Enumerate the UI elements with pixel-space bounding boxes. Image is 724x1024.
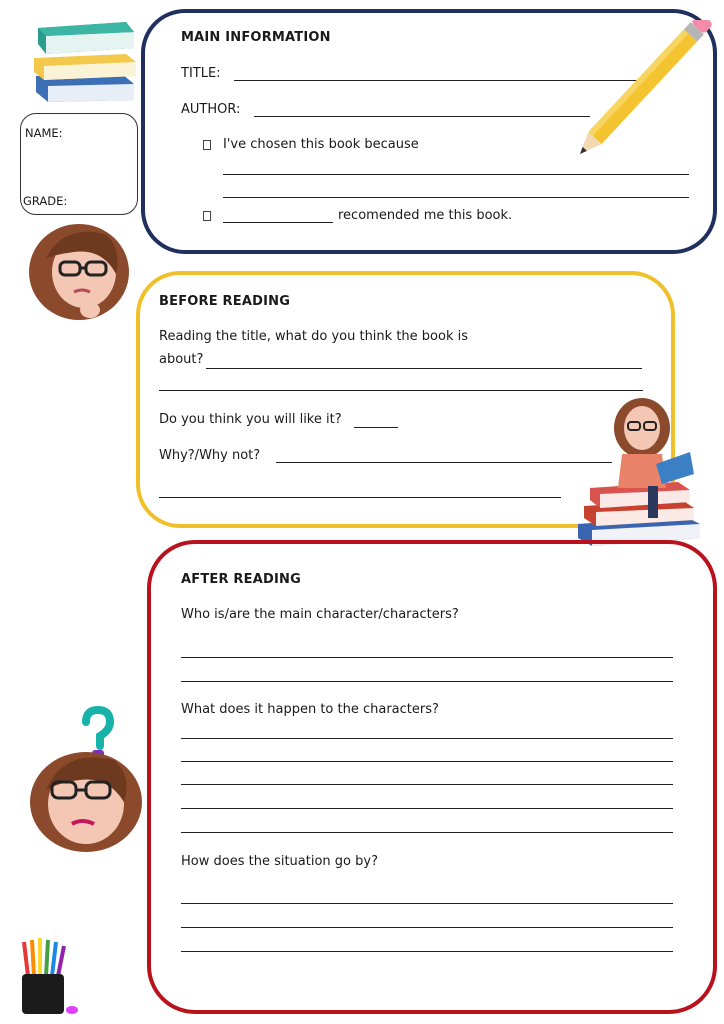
after-question-3: How does the situation go by? xyxy=(181,854,378,869)
after-answer-line[interactable] xyxy=(181,808,673,809)
after-question-1: Who is/are the main character/characters? xyxy=(181,607,459,622)
books-stack-illustration xyxy=(30,18,138,104)
chosen-reason-text: I've chosen this book because xyxy=(223,137,419,152)
after-answer-line[interactable] xyxy=(181,738,673,739)
after-question-2: What does it happen to the characters? xyxy=(181,702,439,717)
author-answer-line[interactable] xyxy=(254,116,590,117)
after-answer-line[interactable] xyxy=(181,681,673,682)
chosen-reason-line[interactable] xyxy=(223,174,689,175)
why-answer-line[interactable] xyxy=(276,462,612,463)
name-label: NAME: xyxy=(25,126,63,140)
before-question-1-line-2: about? xyxy=(159,352,204,367)
title-label: TITLE: xyxy=(181,66,221,81)
after-reading-heading: AFTER READING xyxy=(181,572,301,587)
before-reading-heading: BEFORE READING xyxy=(159,294,291,309)
after-answer-line[interactable] xyxy=(181,657,673,658)
author-label: AUTHOR: xyxy=(181,102,241,117)
recommender-blank-line[interactable] xyxy=(223,222,333,223)
main-information-heading: MAIN INFORMATION xyxy=(181,30,331,45)
before-question-1-line-1: Reading the title, what do you think the book is xyxy=(159,329,468,344)
after-answer-line[interactable] xyxy=(181,832,673,833)
name-grade-card xyxy=(20,113,138,215)
recommended-text: recomended me this book. xyxy=(338,208,513,223)
after-answer-line[interactable] xyxy=(181,761,673,762)
after-answer-line[interactable] xyxy=(181,903,673,904)
after-answer-line[interactable] xyxy=(181,927,673,928)
pencil-illustration xyxy=(570,20,715,162)
checkbox-bullet[interactable] xyxy=(203,211,211,221)
avatar-question-mark-illustration xyxy=(24,706,150,856)
grade-label: GRADE: xyxy=(23,194,68,208)
avatar-thinking-illustration xyxy=(24,218,134,322)
avatar-reading-on-books-illustration xyxy=(572,398,710,550)
after-answer-line[interactable] xyxy=(181,951,673,952)
colored-pencils-cup-illustration xyxy=(16,936,84,1020)
before-answer-line[interactable] xyxy=(159,390,643,391)
checkbox-bullet[interactable] xyxy=(203,140,211,150)
before-answer-line[interactable] xyxy=(206,368,642,369)
after-answer-line[interactable] xyxy=(181,784,673,785)
chosen-reason-line[interactable] xyxy=(223,197,689,198)
why-answer-line[interactable] xyxy=(159,497,561,498)
before-question-2: Do you think you will like it? xyxy=(159,412,342,427)
before-question-3: Why?/Why not? xyxy=(159,448,261,463)
like-it-answer-line[interactable] xyxy=(354,427,398,428)
